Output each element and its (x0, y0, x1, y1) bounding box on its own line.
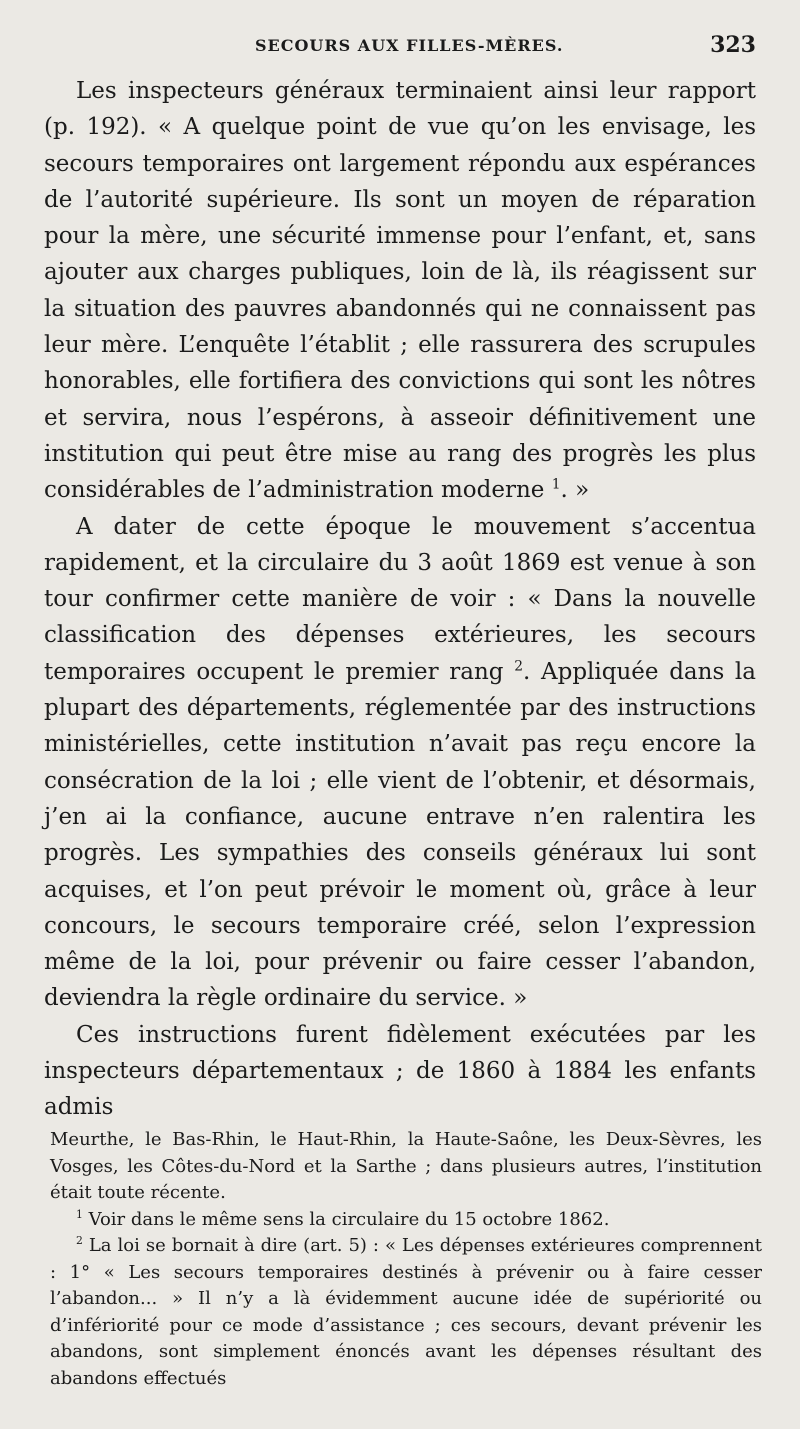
footnote-2-text: La loi se bornait à dire (art. 5) : « Les dépenses extérieures comprennent : 1° « Les secours temporaires destinés à prévenir ou à faire cesser l’abandon... » Il n’y a là évidemment aucune idée de supériorité ou d’infériorité pour ce mode d’assistance ; ces secours, devant prévenir les abandons, sont simplement énoncés avant les dépenses résultant des abandons effectués (50, 1235, 762, 1389)
footnote-2 (50, 1233, 762, 1392)
paragraph-3-text: Ces instructions furent fidèlement exécutées par les inspecteurs départementaux ; de 1860 à 1884 les enfants admis (44, 1021, 756, 1121)
running-title: SECOURS AUX FILLES-MÈRES. (255, 36, 564, 55)
page-number: 323 (710, 32, 756, 58)
running-head (40, 32, 756, 62)
body-text (44, 73, 756, 1126)
paragraph-1 (44, 73, 756, 509)
footnotes (50, 1127, 762, 1392)
paragraph-2-text-b: . Appliquée dans la plupart des départements, réglementée par des instructions ministérielles, cette institution n’avait pas reçu encore la consécration de la loi ; elle vient de l’obtenir, et désormais, j’en ai la confiance, aucune entrave n’en ralentira les progrès. Les sympathies des conseils généraux lui sont acquises, et l’on peut prévoir le moment où, grâce à leur concours, le secours temporaire créé, selon l’expression même de la loi, pour prévenir ou faire cesser l’abandon, deviendra la règle ordinaire du service. » (44, 658, 757, 1012)
paragraph-2-text-a: A dater de cette époque le mouvement s’accentua rapidement, et la circulaire du 3 août 1869 est venue à son tour confirmer cette manière de voir : « Dans la nouvelle classification des dépenses extérieures, les secours temporaires occupent le premier rang (44, 513, 756, 685)
footnote-1 (50, 1207, 762, 1234)
paragraph-1-end: . » (560, 477, 590, 504)
paragraph-3 (44, 1017, 756, 1126)
paragraph-1-text: Les inspecteurs généraux terminaient ainsi leur rapport (p. 192). « A quelque point de vue qu’on les envisage, les secours temporaires ont largement répondu aux espérances de l’autorité supérieure. Ils sont un moyen de réparation pour la mère, une sécurité immense pour l’enfant, et, sans ajouter aux charges publiques, loin de là, ils réagissent sur la situation des pauvres abandonnés qui ne connaissent pas leur mère. L’enquête l’établit ; elle rassurera des scrupules honorables, elle fortifiera des convictions qui sont les nôtres et servira, nous l’espérons, à asseoir définitivement une institution qui peut être mise au rang des progrès les plus considérables de l’administration moderne (44, 78, 756, 504)
footnote-1-text: Voir dans le même sens la circulaire du 15 octobre 1862. (82, 1208, 610, 1230)
footnote-1-marker: 1 (76, 1207, 83, 1221)
footnote-continuation: Meurthe, le Bas-Rhin, le Haut-Rhin, la Haute-Saône, les Deux-Sèvres, les Vosges, les Côtes-du-Nord et la Sarthe ; dans plusieurs autres, l’institution était toute récente. (50, 1129, 762, 1203)
footnote-2-marker: 2 (76, 1234, 83, 1247)
footnote-ref-2: 2 (514, 658, 524, 675)
footnote-ref-1: 1 (551, 476, 561, 493)
paragraph-2 (44, 509, 756, 1017)
